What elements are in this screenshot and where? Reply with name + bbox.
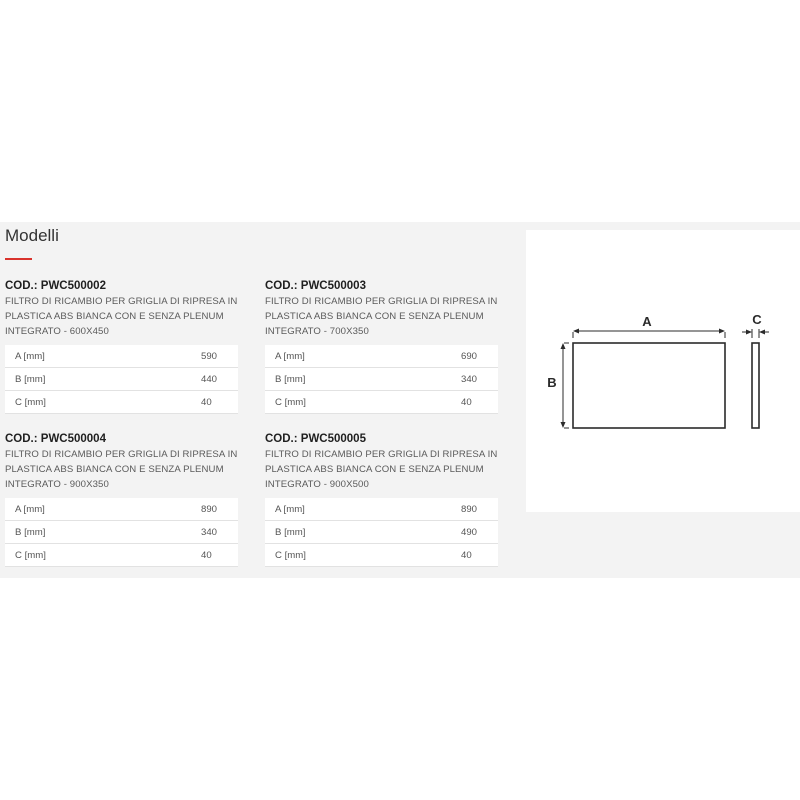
- dim-c-arrow-left: [746, 330, 752, 335]
- dimension-diagram: [526, 230, 800, 512]
- spec-label: B [mm]: [275, 374, 306, 385]
- product-code: COD.: PWC500003: [265, 280, 366, 292]
- spec-row: [265, 544, 498, 567]
- spec-row: [265, 498, 498, 521]
- section-title: Modelli: [5, 226, 59, 245]
- spec-label: C [mm]: [15, 550, 46, 561]
- dim-b-arrow-bottom: [561, 422, 566, 428]
- spec-label: C [mm]: [275, 550, 306, 561]
- dim-b-label: B: [547, 375, 557, 390]
- spec-label: C [mm]: [275, 397, 306, 408]
- spec-value: 590: [201, 351, 218, 362]
- product-description: FILTRO DI RICAMBIO PER GRIGLIA DI RIPRESA IN PLASTICA ABS BIANCA CON E SENZA PLENUM INTEGRATO - 600X450: [5, 296, 238, 337]
- spec-table: [5, 498, 238, 567]
- spec-value: 40: [461, 550, 472, 561]
- product-code: COD.: PWC500004: [5, 433, 106, 445]
- spec-row: [265, 345, 498, 368]
- spec-value: 40: [201, 397, 212, 408]
- spec-value: 690: [461, 351, 478, 362]
- spec-row: [5, 368, 238, 391]
- spec-label: A [mm]: [15, 351, 45, 362]
- spec-label: B [mm]: [275, 527, 306, 538]
- product-card: [5, 278, 245, 414]
- spec-table: [265, 345, 498, 414]
- spec-value: 40: [201, 550, 212, 561]
- spec-label: A [mm]: [275, 351, 305, 362]
- product-description: FILTRO DI RICAMBIO PER GRIGLIA DI RIPRESA IN PLASTICA ABS BIANCA CON E SENZA PLENUM INTEGRATO - 900X500: [265, 449, 498, 490]
- product-code: COD.: PWC500002: [5, 280, 106, 292]
- product-code: COD.: PWC500005: [265, 433, 366, 445]
- spec-row: [5, 391, 238, 414]
- spec-value: 340: [201, 527, 218, 538]
- title-accent-line: [5, 258, 32, 260]
- spec-row: [5, 544, 238, 567]
- spec-value: 890: [201, 504, 218, 515]
- spec-label: B [mm]: [15, 374, 46, 385]
- spec-row: [5, 345, 238, 368]
- dim-b-arrow-top: [561, 343, 566, 349]
- product-description: FILTRO DI RICAMBIO PER GRIGLIA DI RIPRESA IN PLASTICA ABS BIANCA CON E SENZA PLENUM INTEGRATO - 700X350: [265, 296, 498, 337]
- spec-label: A [mm]: [15, 504, 45, 515]
- spec-table: [5, 345, 238, 414]
- spec-value: 340: [461, 374, 478, 385]
- spec-label: A [mm]: [275, 504, 305, 515]
- product-card: [5, 431, 245, 567]
- spec-row: [5, 498, 238, 521]
- spec-value: 890: [461, 504, 478, 515]
- spec-label: B [mm]: [15, 527, 46, 538]
- product-card: [265, 431, 505, 567]
- dim-a-arrow-right: [719, 329, 725, 334]
- dim-a-label: A: [642, 314, 652, 329]
- spec-label: C [mm]: [15, 397, 46, 408]
- spec-value: 40: [461, 397, 472, 408]
- panel-side-view: [752, 343, 759, 428]
- panel-front-view: [573, 343, 725, 428]
- spec-row: [5, 521, 238, 544]
- product-description: FILTRO DI RICAMBIO PER GRIGLIA DI RIPRESA IN PLASTICA ABS BIANCA CON E SENZA PLENUM INTEGRATO - 900X350: [5, 449, 238, 490]
- dim-a-arrow-left: [573, 329, 579, 334]
- dim-c-arrow-right: [759, 330, 765, 335]
- spec-row: [265, 521, 498, 544]
- dim-c-label: C: [752, 312, 762, 327]
- spec-value: 490: [461, 527, 478, 538]
- spec-table: [265, 498, 498, 567]
- spec-row: [265, 391, 498, 414]
- spec-value: 440: [201, 374, 218, 385]
- spec-row: [265, 368, 498, 391]
- dimension-diagram-panel: [526, 230, 800, 512]
- product-card: [265, 278, 505, 414]
